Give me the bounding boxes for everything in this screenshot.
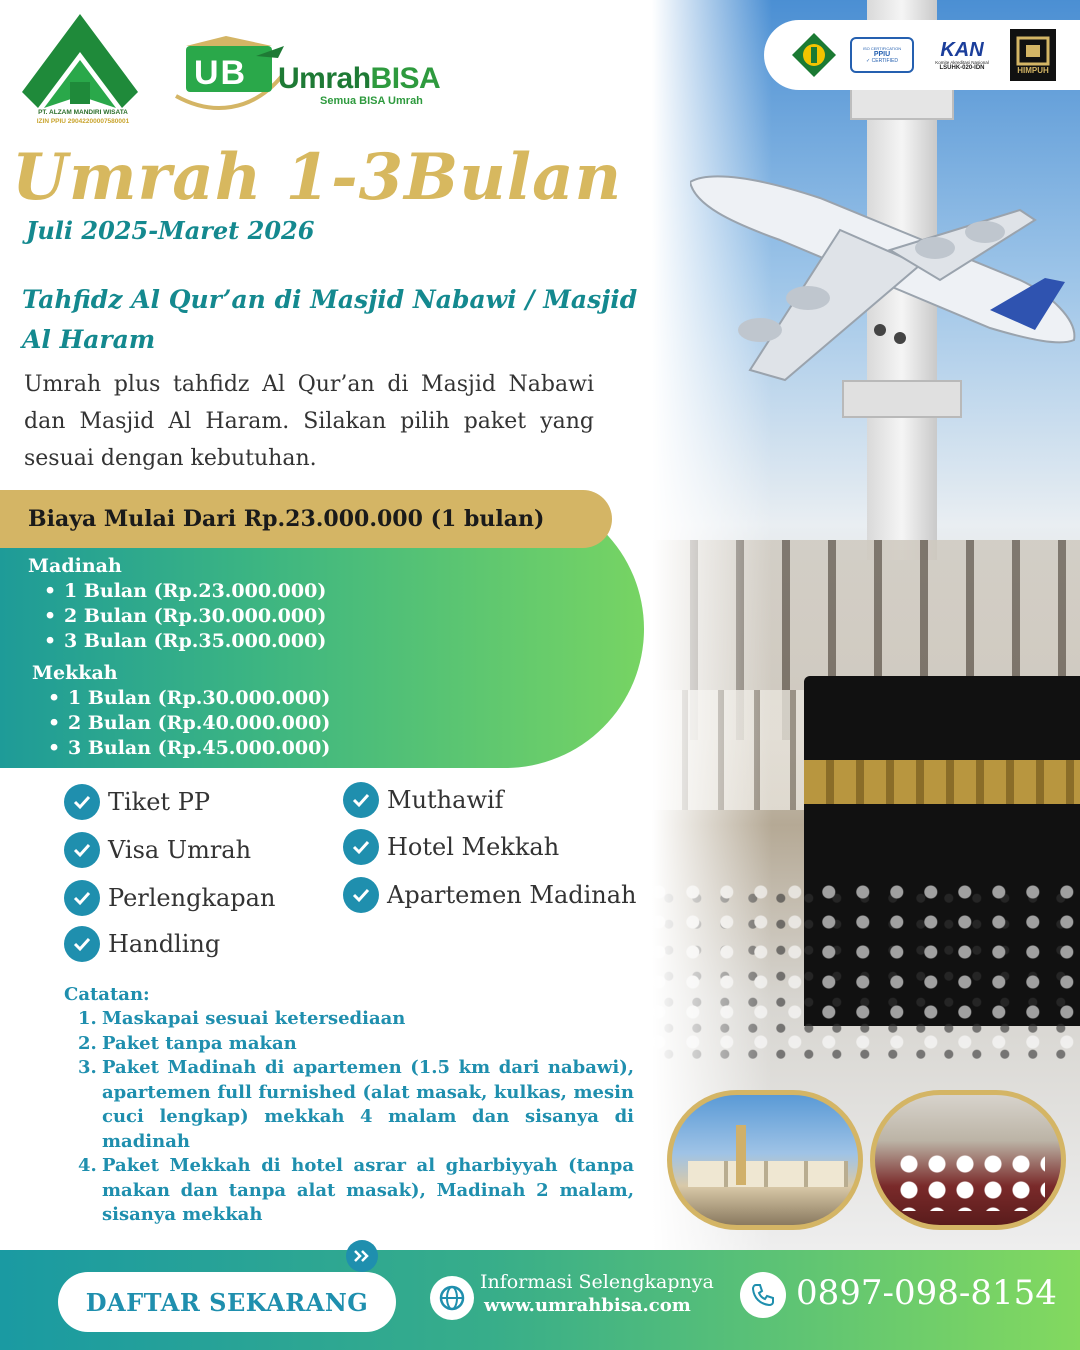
note-item xyxy=(78,1032,634,1057)
feature-apartemen-madinah xyxy=(343,877,637,913)
register-button-label: DAFTAR SEKARANG xyxy=(85,1287,369,1317)
note-number: 3. xyxy=(78,1057,97,1078)
feature-label: Visa Umrah xyxy=(108,836,252,864)
notes-list xyxy=(78,1007,634,1228)
feature-muthawif xyxy=(343,782,504,818)
price-banner xyxy=(0,490,612,548)
phone-icon xyxy=(740,1272,786,1318)
alzam-company-text xyxy=(18,108,148,126)
period-text: Juli 2025-Maret 2026 xyxy=(26,216,315,245)
check-circle-icon xyxy=(343,782,379,818)
price-banner-text: Biaya Mulai Dari Rp.23.000.000 (1 bulan) xyxy=(28,506,545,532)
globe-icon xyxy=(430,1276,474,1320)
program-subtitle: Tahfidz Al Qur’an di Masjid Nabawi / Masjid Al Haram xyxy=(22,285,638,354)
check-circle-icon xyxy=(64,832,100,868)
ppiu-top-text: ISO CERTIFICATION xyxy=(862,46,902,51)
feature-handling xyxy=(64,926,220,962)
note-item xyxy=(78,1007,634,1032)
feature-label: Handling xyxy=(108,930,221,958)
feature-hotel-mekkah xyxy=(343,829,559,865)
company-name: PT. ALZAM MANDIRI WISATA xyxy=(38,109,128,116)
phone-number[interactable]: 0897-098-8154 xyxy=(796,1273,1057,1313)
masjid-nabawi-photo xyxy=(667,1090,863,1230)
ppiu-main-text: PPIU xyxy=(873,51,891,58)
feature-tiket-pp xyxy=(64,784,210,820)
umrahbisa-wordmark xyxy=(278,62,440,96)
check-circle-icon xyxy=(64,880,100,916)
ppiu-bottom-text: ✓ CERTIFIED xyxy=(866,58,898,64)
minaret-shape xyxy=(736,1125,746,1185)
ppiu-certified-badge xyxy=(850,37,914,73)
note-number: 4. xyxy=(78,1155,97,1176)
kan-line2: LSUHK-020-IDN xyxy=(939,64,985,71)
note-item xyxy=(78,1154,634,1228)
note-text: Paket Mekkah di hotel asrar al gharbiyyah (tanpa makan dan tanpa alat masak), Madinah 2 malam, sisanya mekkah xyxy=(102,1155,634,1225)
feature-label: Apartemen Madinah xyxy=(387,881,637,909)
note-number: 2. xyxy=(78,1032,97,1054)
certification-badges xyxy=(764,20,1080,90)
feature-label: Muthawif xyxy=(387,786,504,814)
ub-tagline: Semua BISA Umrah xyxy=(320,95,423,107)
feature-perlengkapan xyxy=(64,880,275,916)
website-link[interactable]: www.umrahbisa.com xyxy=(484,1295,691,1316)
kaaba-gold-band xyxy=(804,760,1080,804)
feature-label: Hotel Mekkah xyxy=(387,833,560,861)
page-title: Umrah 1-3Bulan xyxy=(12,140,623,215)
check-circle-icon xyxy=(64,784,100,820)
alzam-logo xyxy=(20,12,140,122)
double-chevron-right-icon[interactable] xyxy=(346,1240,378,1272)
note-number: 1. xyxy=(78,1008,97,1029)
check-circle-icon xyxy=(343,877,379,913)
note-text: Paket Madinah di apartemen (1.5 km dari nabawi), apartemen full furnished (alat masak, kulkas, mesin cuci lengkap) mekkah 4 malam dan sisanya di madinah xyxy=(102,1057,634,1152)
company-license: IZIN PPIU 29042200007580001 xyxy=(36,118,130,125)
airplane-image xyxy=(690,170,1080,400)
check-circle-icon xyxy=(343,829,379,865)
note-text: Maskapai sesuai ketersediaan xyxy=(102,1008,406,1029)
students-shape xyxy=(895,1151,1045,1211)
feature-label: Tiket PP xyxy=(108,788,210,816)
kan-badge xyxy=(926,40,998,71)
madinah-label: Madinah xyxy=(28,555,122,577)
kan-name: KAN xyxy=(940,38,984,61)
madinah-price-list xyxy=(44,579,326,654)
notes-heading: Catatan: xyxy=(64,984,150,1005)
program-description: Umrah plus tahfidz Al Qur’an di Masjid Nabawi dan Masjid Al Haram. Silakan pilih paket yang sesuai dengan kebutuhan. xyxy=(24,372,594,471)
feature-label: Perlengkapan xyxy=(108,884,276,912)
note-item xyxy=(78,1056,634,1154)
ub-initials: UB xyxy=(194,54,248,92)
himpuh-badge xyxy=(1010,29,1056,81)
register-button[interactable] xyxy=(58,1272,396,1332)
tahfidz-class-photo xyxy=(870,1090,1066,1230)
ub-name-umrah: Umrah xyxy=(278,62,371,95)
mekkah-label: Mekkah xyxy=(32,662,118,684)
mekkah-price-list xyxy=(48,686,330,761)
umbrella-shape xyxy=(688,1161,848,1187)
list-item: • 1 Bulan (Rp.30.000.000) xyxy=(48,686,330,711)
kan-line1: Komite Akreditasi Nasional xyxy=(935,59,989,65)
list-item: • 2 Bulan (Rp.40.000.000) xyxy=(48,711,330,736)
list-item: • 3 Bulan (Rp.35.000.000) xyxy=(44,629,326,654)
feature-visa-umrah xyxy=(64,832,251,868)
kemenag-logo xyxy=(790,31,838,79)
ub-name-bisa: BISA xyxy=(370,62,441,95)
note-text: Paket tanpa makan xyxy=(102,1032,297,1054)
list-item: • 3 Bulan (Rp.45.000.000) xyxy=(48,736,330,761)
himpuh-text: HIMPUH xyxy=(1017,65,1049,75)
list-item: • 1 Bulan (Rp.23.000.000) xyxy=(44,579,326,604)
check-circle-icon xyxy=(64,926,100,962)
list-item: • 2 Bulan (Rp.30.000.000) xyxy=(44,604,326,629)
info-label: Informasi Selengkapnya xyxy=(480,1271,714,1293)
